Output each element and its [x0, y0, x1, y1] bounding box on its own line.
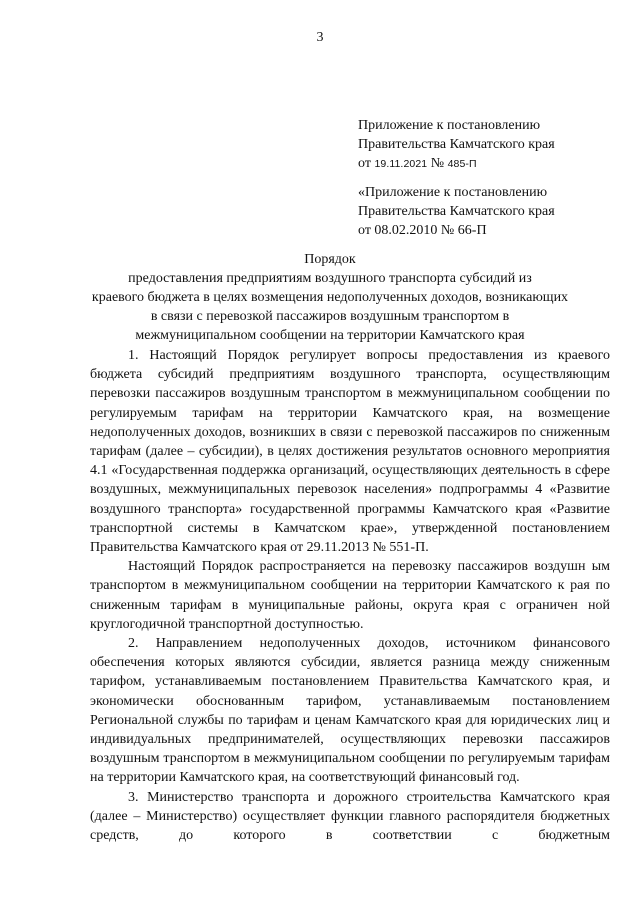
resolution-date: 19.11.2021 — [374, 158, 428, 170]
paragraph-3: 3. Министерство транспорта и дорожного строительства Камчатского края (далее – Министерство) осуществляет функции главного распорядителя бюджетных средств, до которого в соответствии с бюджетным — [90, 789, 610, 844]
appendix-old-line-3: от 08.02.2010 № 66-П — [358, 223, 487, 238]
document-title — [90, 250, 570, 345]
title-line: краевого бюджета в целях возмещения недополученных доходов, возникающих — [91, 290, 569, 305]
appendix-new-date-line: от 19.11.2021 № 485-П — [358, 156, 477, 171]
appendix-old-block — [358, 183, 606, 240]
title-line: в связи с перевозкой пассажиров воздушным транспортом в — [150, 309, 510, 324]
title-heading: Порядок — [304, 252, 356, 267]
paragraph-1: 1. Настоящий Порядок регулирует вопросы предоставления из краевого бюджета субсидий предприятиям воздушного транспорта, осуществляющим перевозки пассажиров воздушным транспортом в межмуниципальном сообщении по регулируемым тарифам на территории Камчатского края, на возмещение недополученных доходов, возникших в связи с перевозкой пассажиров по сниженным тарифам (далее – субсидии), в целях достижения результатов основного мероприятия 4.1 «Государственная поддержка организаций, осуществляющих деятельность в сфере воздушных, межмуниципальных перевозок населения» подпрограммы 4 «Развитие воздушного транспорта» государственной программы Камчатского края «Развитие транспортной системы в Камчатском крае», утвержденной постановлением Правительства Камчатского края от 29.11.2013 № 551-П. — [90, 348, 610, 556]
title-line: межмуниципальном сообщении на территории Камчатского края — [135, 328, 525, 343]
appendix-old-line-1: «Приложение к постановлению — [358, 185, 548, 200]
body-text — [90, 346, 610, 845]
appendix-new-line-1: Приложение к постановлению — [358, 118, 541, 133]
title-line: предоставления предприятиям воздушного транспорта субсидий из — [128, 271, 532, 286]
appendix-new-block — [358, 116, 606, 174]
paragraph-1-scope: Настоящий Порядок распространяется на перевозку пассажиров воздушн ым транспортом в межмуниципальном сообщении на территории Камчатского к рая по сниженным тарифам в муниципальные районы, округа края с ограничен ной круглогодичной транспортной доступностью. — [90, 559, 610, 632]
appendix-new-line-2: Правительства Камчатского края — [358, 137, 555, 152]
paragraph-2: 2. Направлением недополученных доходов, источником финансового обеспечения которых являются субсидии, является разница между сниженным тарифом, устанавливаемым постановлением Правительства Камчатского края, и экономически обоснованным тарифом, устанавливаемым постановлением Региональной службы по тарифам и ценам Камчатского края для юридических лиц и индивидуальных предпринимателей, осуществляющих перевозки пассажиров воздушным транспортом в межмуниципальном сообщении по регулируемым тарифам на территории Камчатского края, на соответствующий финансовый год. — [90, 636, 610, 786]
appendix-old-line-2: Правительства Камчатского края — [358, 204, 555, 219]
page-number: 3 — [316, 30, 324, 45]
resolution-number: 485-П — [447, 158, 477, 170]
